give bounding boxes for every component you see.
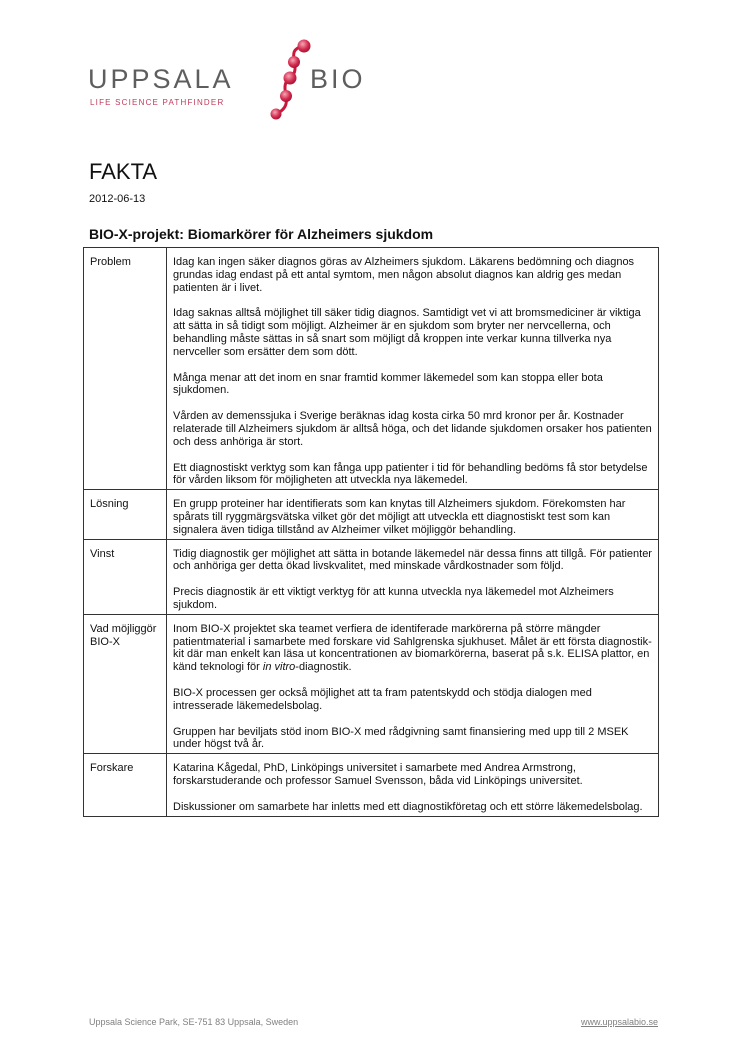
uppsala-bio-logo <box>88 38 378 120</box>
table-row-losning <box>84 490 659 539</box>
paragraph: Ett diagnostiskt verktyg som kan fånga upp patienter i tid för behandling bedöms få stor betydelse för vården liksom för möjligheten att utveckla nya läkemedel. <box>173 461 648 487</box>
paragraph-text: Inom BIO-X projektet ska teamet verfiera de identiferade markörerna på större mängder patientmaterial i samarbete med forskare vid Sahlgrenska sjukhuset. Målet är ett första diagnostik-kit där man enkelt kan läsa ut koncentrationen av biomarkörerna, baserat på s.k. ELISA plattor, en känd teknologi för <box>173 622 652 674</box>
paragraph: Många menar att det inom en snar framtid kommer läkemedel som kan stoppa eller bota sjukdomen. <box>173 371 603 397</box>
row-content <box>167 754 659 816</box>
logo-word-uppsala: UPPSALA <box>88 64 234 94</box>
paragraph: Diskussioner om samarbete har inletts med ett diagnostikföretag och ett större läkemedelsbolag. <box>173 800 643 813</box>
paragraph-text: -diagnostik. <box>295 661 352 674</box>
row-label: Forskare <box>84 754 167 816</box>
row-content <box>167 248 659 490</box>
row-label: Problem <box>84 248 167 490</box>
paragraph: Tidig diagnostik ger möjlighet att sätta in botande läkemedel när dessa finns att tillgå. För patienter och anhöriga ger detta ökad livskvalitet, med minskade vårdkostnader som följd. <box>173 547 652 573</box>
row-content <box>167 614 659 753</box>
document-date: 2012-06-13 <box>89 193 146 205</box>
paragraph: Gruppen har beviljats stöd inom BIO-X med rådgivning samt finansiering med upp till 2 MSEK under högst två år. <box>173 725 629 751</box>
logo-tagline: LIFE SCIENCE PATHFINDER <box>90 98 225 107</box>
paragraph: Vården av demenssjuka i Sverige beräknas idag kosta cirka 50 mrd kronor per år. Kostnader relaterade till Alzheimers sjukdom är alltså höga, och det lidande sjukdomen orsaker hos patienten och dess anhöriga är stort. <box>173 410 652 448</box>
paragraph: Idag saknas alltså möjlighet till säker tidig diagnos. Samtidigt vet vi att bromsmediciner är viktiga att sätta in så tidigt som möjligt. Alzheimer är en sjukdom som bryter ner nervcellerna, och behandling måste sättas in så snart som möjligt då kroppen inte verkar kunna tillverka nya nervceller som ersätter dem som dött. <box>173 307 641 358</box>
table-row-forskare <box>84 754 659 816</box>
table-row-problem <box>84 248 659 490</box>
logo-word-bio: BIO <box>310 64 366 94</box>
paragraph: Precis diagnostik är ett viktigt verktyg för att kunna utveckla nya läkemedel mot Alzheimers sjukdom. <box>173 586 614 611</box>
document-type-heading: FAKTA <box>89 159 158 184</box>
italic-term: in vitro <box>262 661 296 674</box>
row-label: Lösning <box>84 490 167 539</box>
footer-address: Uppsala Science Park, SE-751 83 Uppsala, Sweden <box>89 1017 299 1027</box>
document-title: BIO-X-projekt: Biomarkörer för Alzheimers sjukdom <box>89 226 434 242</box>
facts-table <box>83 247 659 817</box>
row-label: Vinst <box>84 539 167 614</box>
paragraph <box>173 623 653 674</box>
table-row-vad-mojliggor-bio-x <box>84 614 659 753</box>
row-content <box>167 490 659 539</box>
footer-website-link[interactable]: www.uppsalabio.se <box>580 1017 658 1027</box>
paragraph: Katarina Kågedal, PhD, Linköpings universitet i samarbete med Andrea Armstrong, forskarstuderande och professor Samuel Svensson, båda vid Linköpings universitet. <box>173 762 583 787</box>
paragraph: BIO-X processen ger också möjlighet att ta fram patentskydd och stödja dialogen med intresserade läkemedelsbolag. <box>173 686 592 712</box>
row-content <box>167 539 659 614</box>
paragraph: Idag kan ingen säker diagnos göras av Alzheimers sjukdom. Läkarens bedömning och diagnos grundas idag endast på ett antal symtom, men någon absolut diagnos kan aldrig ges medan patienten är i livet. <box>173 256 635 294</box>
row-label: Vad möjliggör BIO-X <box>84 614 167 753</box>
paragraph: En grupp proteiner har identifierats som kan knytas till Alzheimers sjukdom. Förekomsten har spårats till ryggmärgsvätska vilket gör det möjligt att utveckla ett diagnostiskt test som kan signalera även tidiga tillstånd av Alzheimer vilket möjliggör behandling. <box>173 498 626 536</box>
table-row-vinst <box>84 539 659 614</box>
